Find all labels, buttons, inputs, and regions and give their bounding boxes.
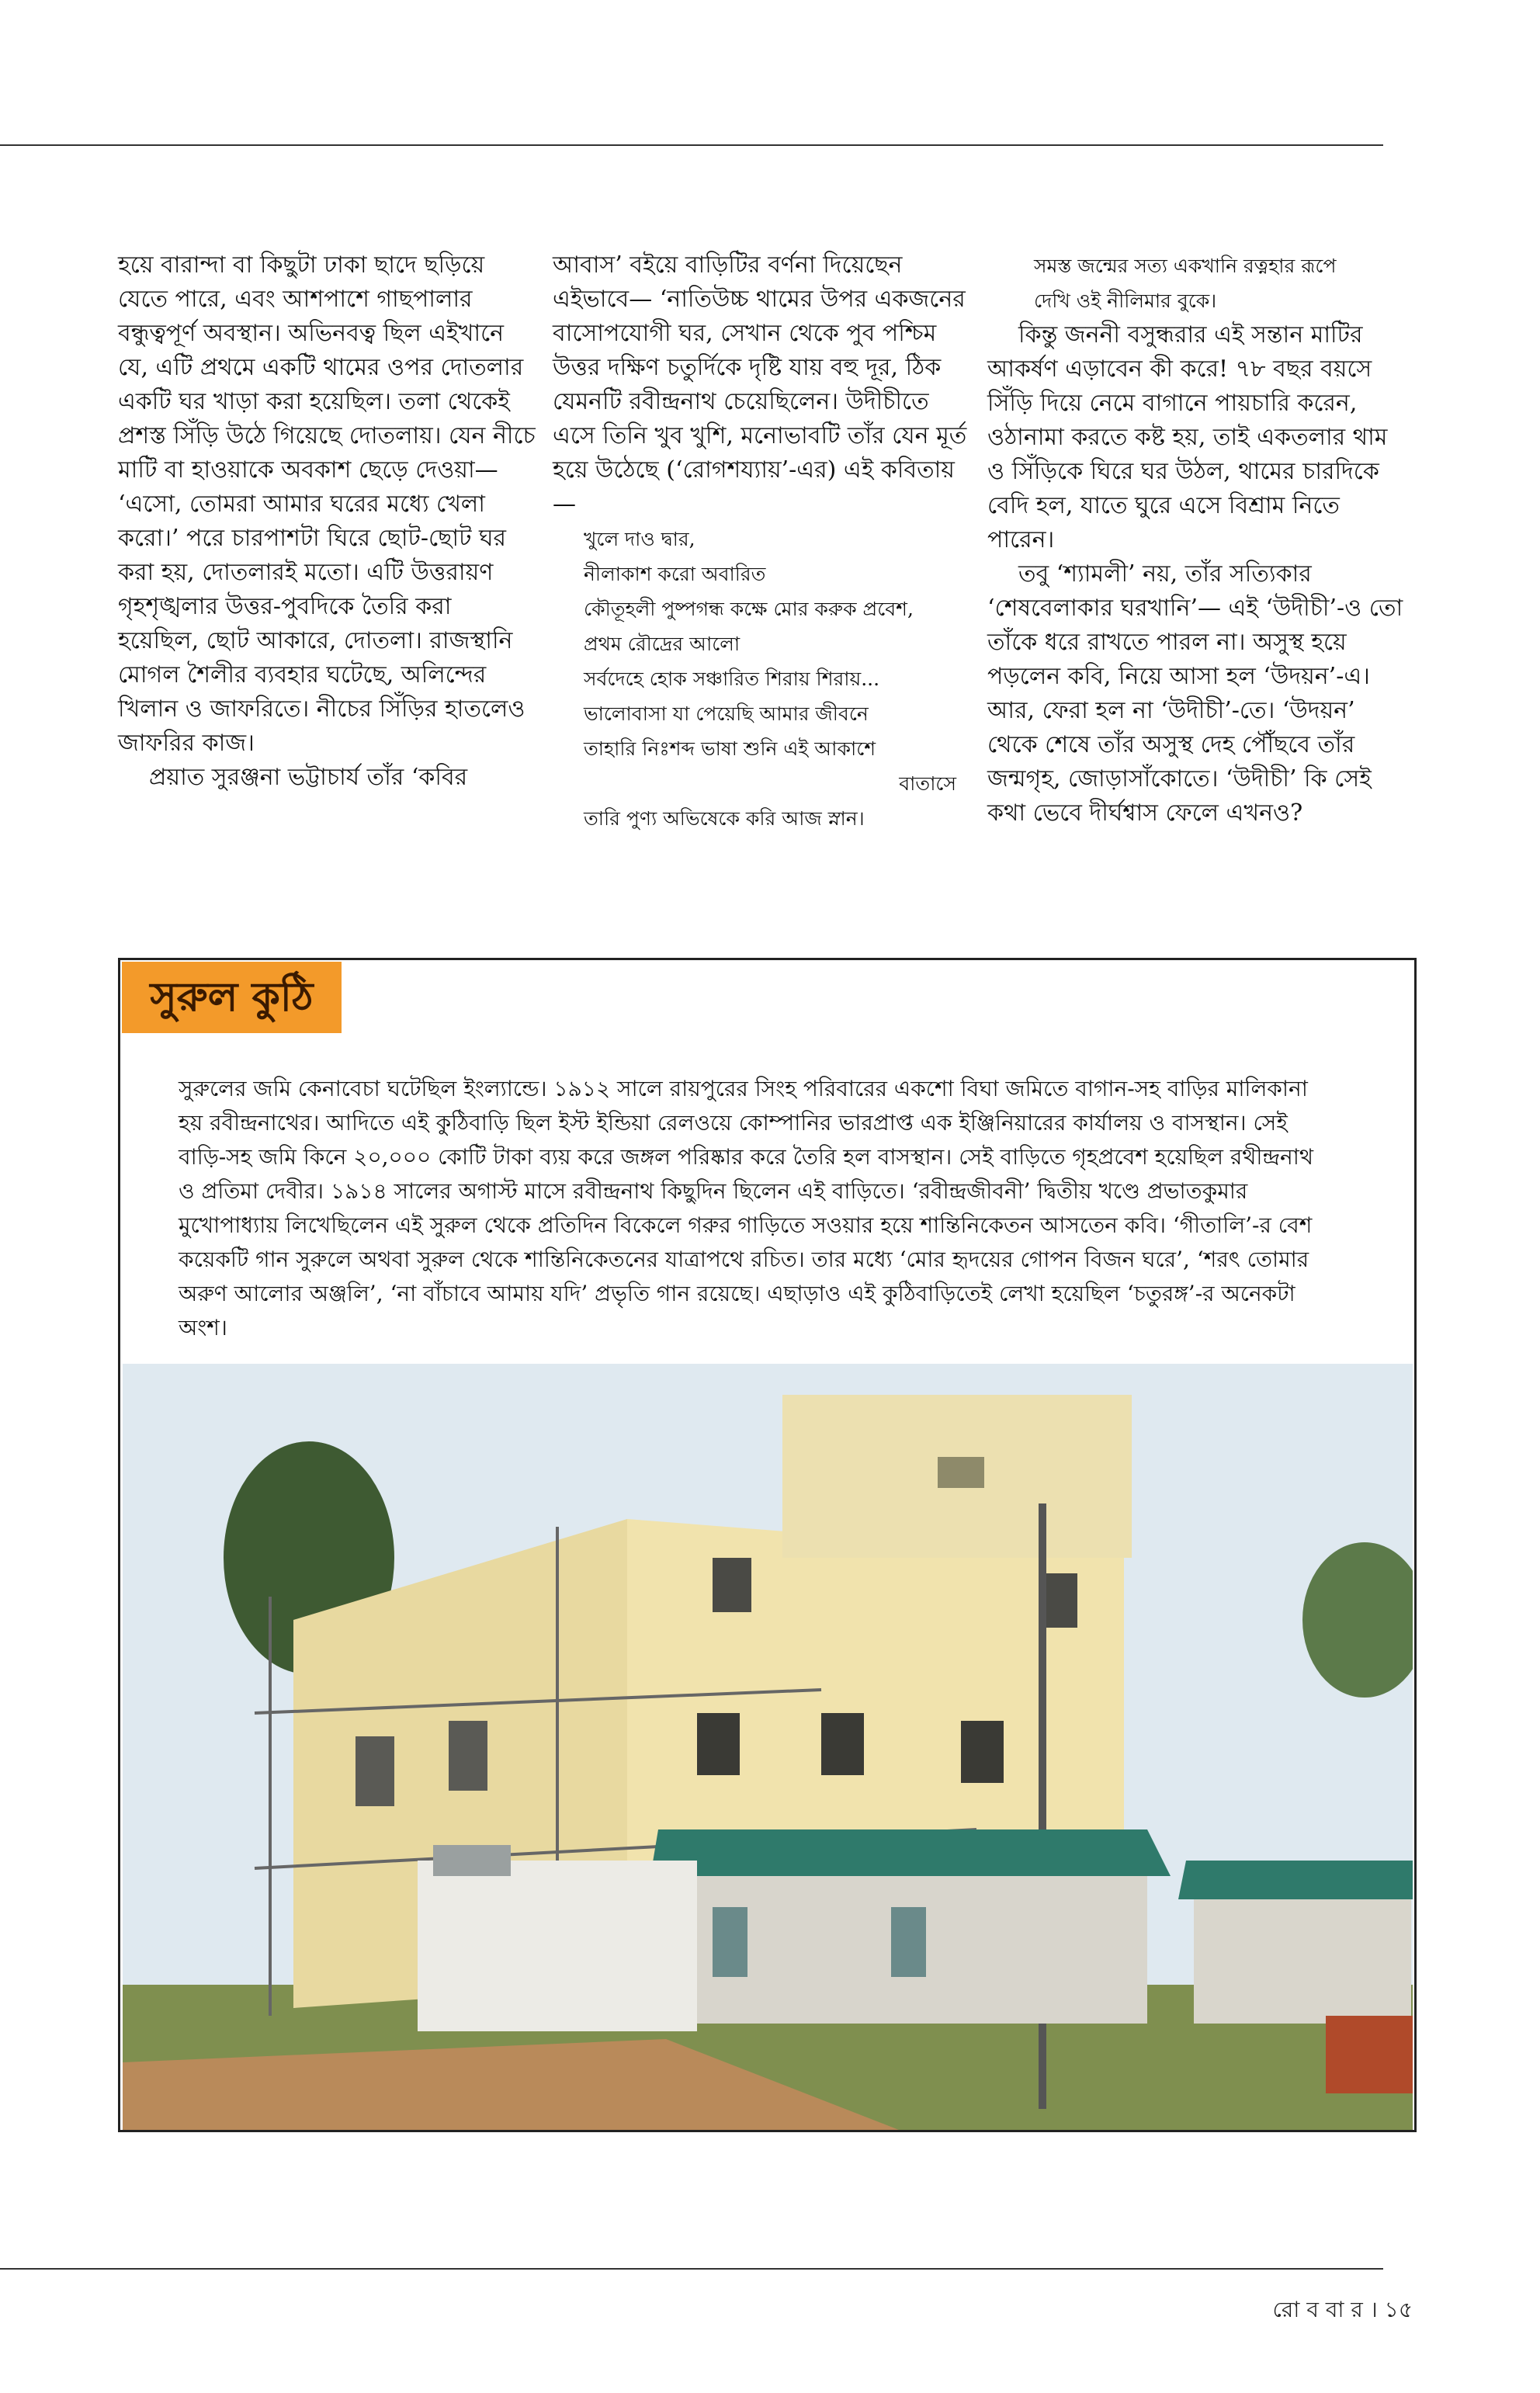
building-photo bbox=[123, 1364, 1413, 2130]
verse-line: তারি পুণ্য অভিষেকে করি আজ স্নান। bbox=[584, 807, 865, 830]
top-rule bbox=[0, 144, 1383, 146]
feature-title: সুরুল কুঠি bbox=[122, 962, 342, 1033]
paragraph: প্রয়াত সুরঞ্জনা ভট্টাচার্য তাঁর ‘কবির bbox=[149, 764, 468, 791]
verse-line: দেখি ওই নীলিমার বুকে। bbox=[1034, 290, 1217, 312]
feature-box bbox=[118, 958, 1417, 2132]
feature-text: সুরুলের জমি কেনাবেচা ঘটেছিল ইংল্যান্ডে। ১৯১২ সালে রায়পুরের সিংহ পরিবারের একশো বিঘা জমিতে বাগান-সহ বাড়ির মালিকানা হয় রবীন্দ্রনাথের। আদিতে এই কুঠিবাড়ি ছিল ইস্ট ইন্ডিয়া রেলওয়ে কোম্পানির ভারপ্রাপ্ত এক ইঞ্জিনিয়ারের কার্যালয় ও বাসস্থান। সেই বাড়ি-সহ জমি কিনে ২০,০০০ কোটি টাকা ব্যয় করে জঙ্গল পরিষ্কার করে তৈরি হল বাসস্থান। সেই বাড়িতে গৃহপ্রবেশ হয়েছিল রথীন্দ্রনাথ ও প্রতিমা দেবীর। ১৯১৪ সালের অগাস্ট মাসে রবীন্দ্রনাথ কিছুদিন ছিলেন এই বাড়িতে। ‘রবীন্দ্রজীবনী’ দ্বিতীয় খণ্ডে প্রভাতকুমার মুখোপাধ্যায় লিখেছিলেন এই সুরুল থেকে প্রতিদিন বিকেলে গরুর গাড়িতে সওয়ার হয়ে শান্তিনিকেতন আসতেন কবি। ‘গীতালি’-র বেশ কয়েকটি গান সুরুলে অথবা সুরুল থেকে শান্তিনিকেতনের যাত্রাপথে রচিত। তার মধ্যে ‘মোর হৃদয়ের গোপন বিজন ঘরে’, ‘শরৎ তোমার অরুণ আলোর অঞ্জলি’, ‘না বাঁচাবে আমায় যদি’ প্রভৃতি গান রয়েছে। এছাড়াও এই কুঠিবাড়িতেই লেখা হয়েছিল ‘চতুরঙ্গ’-র অনেকটা অংশ। bbox=[179, 1076, 1314, 1340]
bottom-rule bbox=[0, 2268, 1383, 2270]
paragraph: আবাস’ বইয়ে বাড়িটির বর্ণনা দিয়েছেন এইভাবে— ‘নাতিউচ্চ থামের উপর একজনের বাসোপযোগী ঘর, সেখান থেকে পুব পশ্চিম উত্তর দক্ষিণ চতুর্দিকে দৃষ্টি যায় বহু দূর, ঠিক যেমনটি রবীন্দ্রনাথ চেয়েছিলেন। উদীচীতে এসে তিনি খুব খুশি, মনোভাবটি তাঁর যেন মূর্ত হয়ে উঠেছে (‘রোগশয্যায়’-এর) এই কবিতায়— bbox=[553, 251, 967, 518]
verse-line: ভালোবাসা যা পেয়েছি আমার জীবনে bbox=[584, 702, 869, 725]
verse-line: প্রথম রৌদ্রের আলো bbox=[584, 633, 741, 655]
text-column-1 bbox=[118, 248, 537, 795]
poem-verse bbox=[553, 522, 972, 836]
page-footer bbox=[1226, 2293, 1413, 2329]
text-column-3 bbox=[987, 248, 1406, 831]
paragraph: তবু ‘শ্যামলী’ নয়, তাঁর সত্যিকার ‘শেষবেলাকার ঘরখানি’— এই ‘উদীচী’-ও তো তাঁকে ধরে রাখতে পারল না। অসুস্থ হয়ে পড়লেন কবি, নিয়ে আসা হল ‘উদয়ন’-এ। আর, ফেরা হল না ‘উদীচী’-তে। ‘উদয়ন’ থেকে শেষে তাঁর অসুস্থ দেহ পৌঁছবে তাঁর জন্মগৃহ, জোড়াসাঁকোতে। ‘উদীচী’ কি সেই কথা ভেবে দীর্ঘশ্বাস ফেলে এখনও? bbox=[987, 560, 1403, 827]
text-column-2 bbox=[553, 248, 972, 836]
verse-line: নীলাকাশ করো অবারিত bbox=[584, 563, 766, 585]
verse-line: বাতাসে bbox=[899, 772, 956, 795]
poem-verse bbox=[987, 248, 1406, 318]
verse-line: সমস্ত জন্মের সত্য একখানি রত্নহার রূপে bbox=[1034, 255, 1337, 277]
footer-separator: । bbox=[1369, 2297, 1378, 2322]
verse-line: সর্বদেহে হোক সঞ্চারিত শিরায় শিরায়... bbox=[584, 668, 880, 690]
verse-line: কৌতূহলী পুষ্পগন্ধ কক্ষে মোর করুক প্রবেশ, bbox=[584, 598, 914, 620]
verse-line: তাহারি নিঃশব্দ ভাষা শুনি এই আকাশে bbox=[584, 737, 876, 760]
paragraph: কিন্তু জননী বসুন্ধরার এই সন্তান মাটির আকর্ষণ এড়াবেন কী করে! ৭৮ বছর বয়সে সিঁড়ি দিয়ে নেমে বাগানে পায়চারি করেন, ওঠানামা করতে কষ্ট হয়, তাই একতলার থাম ও সিঁড়িকে ঘিরে ঘর উঠল, থামের চারদিকে বেদি হল, যাতে ঘুরে এসে বিশ্রাম নিতে পারেন। bbox=[987, 321, 1388, 553]
paragraph: হয়ে বারান্দা বা কিছুটা ঢাকা ছাদে ছড়িয়ে যেতে পারে, এবং আশপাশে গাছপালার বন্ধুত্বপূর্ণ অবস্থান। অভিনবত্ব ছিল এইখানে যে, এটি প্রথমে একটি থামের ওপর দোতলার একটি ঘর খাড়া করা হয়েছিল। তলা থেকেই প্রশস্ত সিঁড়ি উঠে গিয়েছে দোতলায়। যেন নীচে মাটি বা হাওয়াকে অবকাশ ছেড়ে দেওয়া— ‘এসো, তোমরা আমার ঘরের মধ্যে খেলা করো।’ পরে চারপাশটা ঘিরে ছোট-ছোট ঘর করা হয়, দোতলারই মতো। এটি উত্তরায়ণ গৃহশৃঙ্খলার উত্তর-পুবদিকে তৈরি করা হয়েছিল, ছোট আকারে, দোতলা। রাজস্থানি মোগল শৈলীর ব্যবহার ঘটেছে, অলিন্দের খিলান ও জাফরিতে। নীচের সিঁড়ির হাতলেও জাফরির কাজ। bbox=[118, 251, 536, 757]
page-number: ১৫ bbox=[1384, 2297, 1413, 2322]
magazine-name: রো ব বা র bbox=[1272, 2297, 1363, 2322]
verse-line: খুলে দাও দ্বার, bbox=[584, 528, 695, 550]
